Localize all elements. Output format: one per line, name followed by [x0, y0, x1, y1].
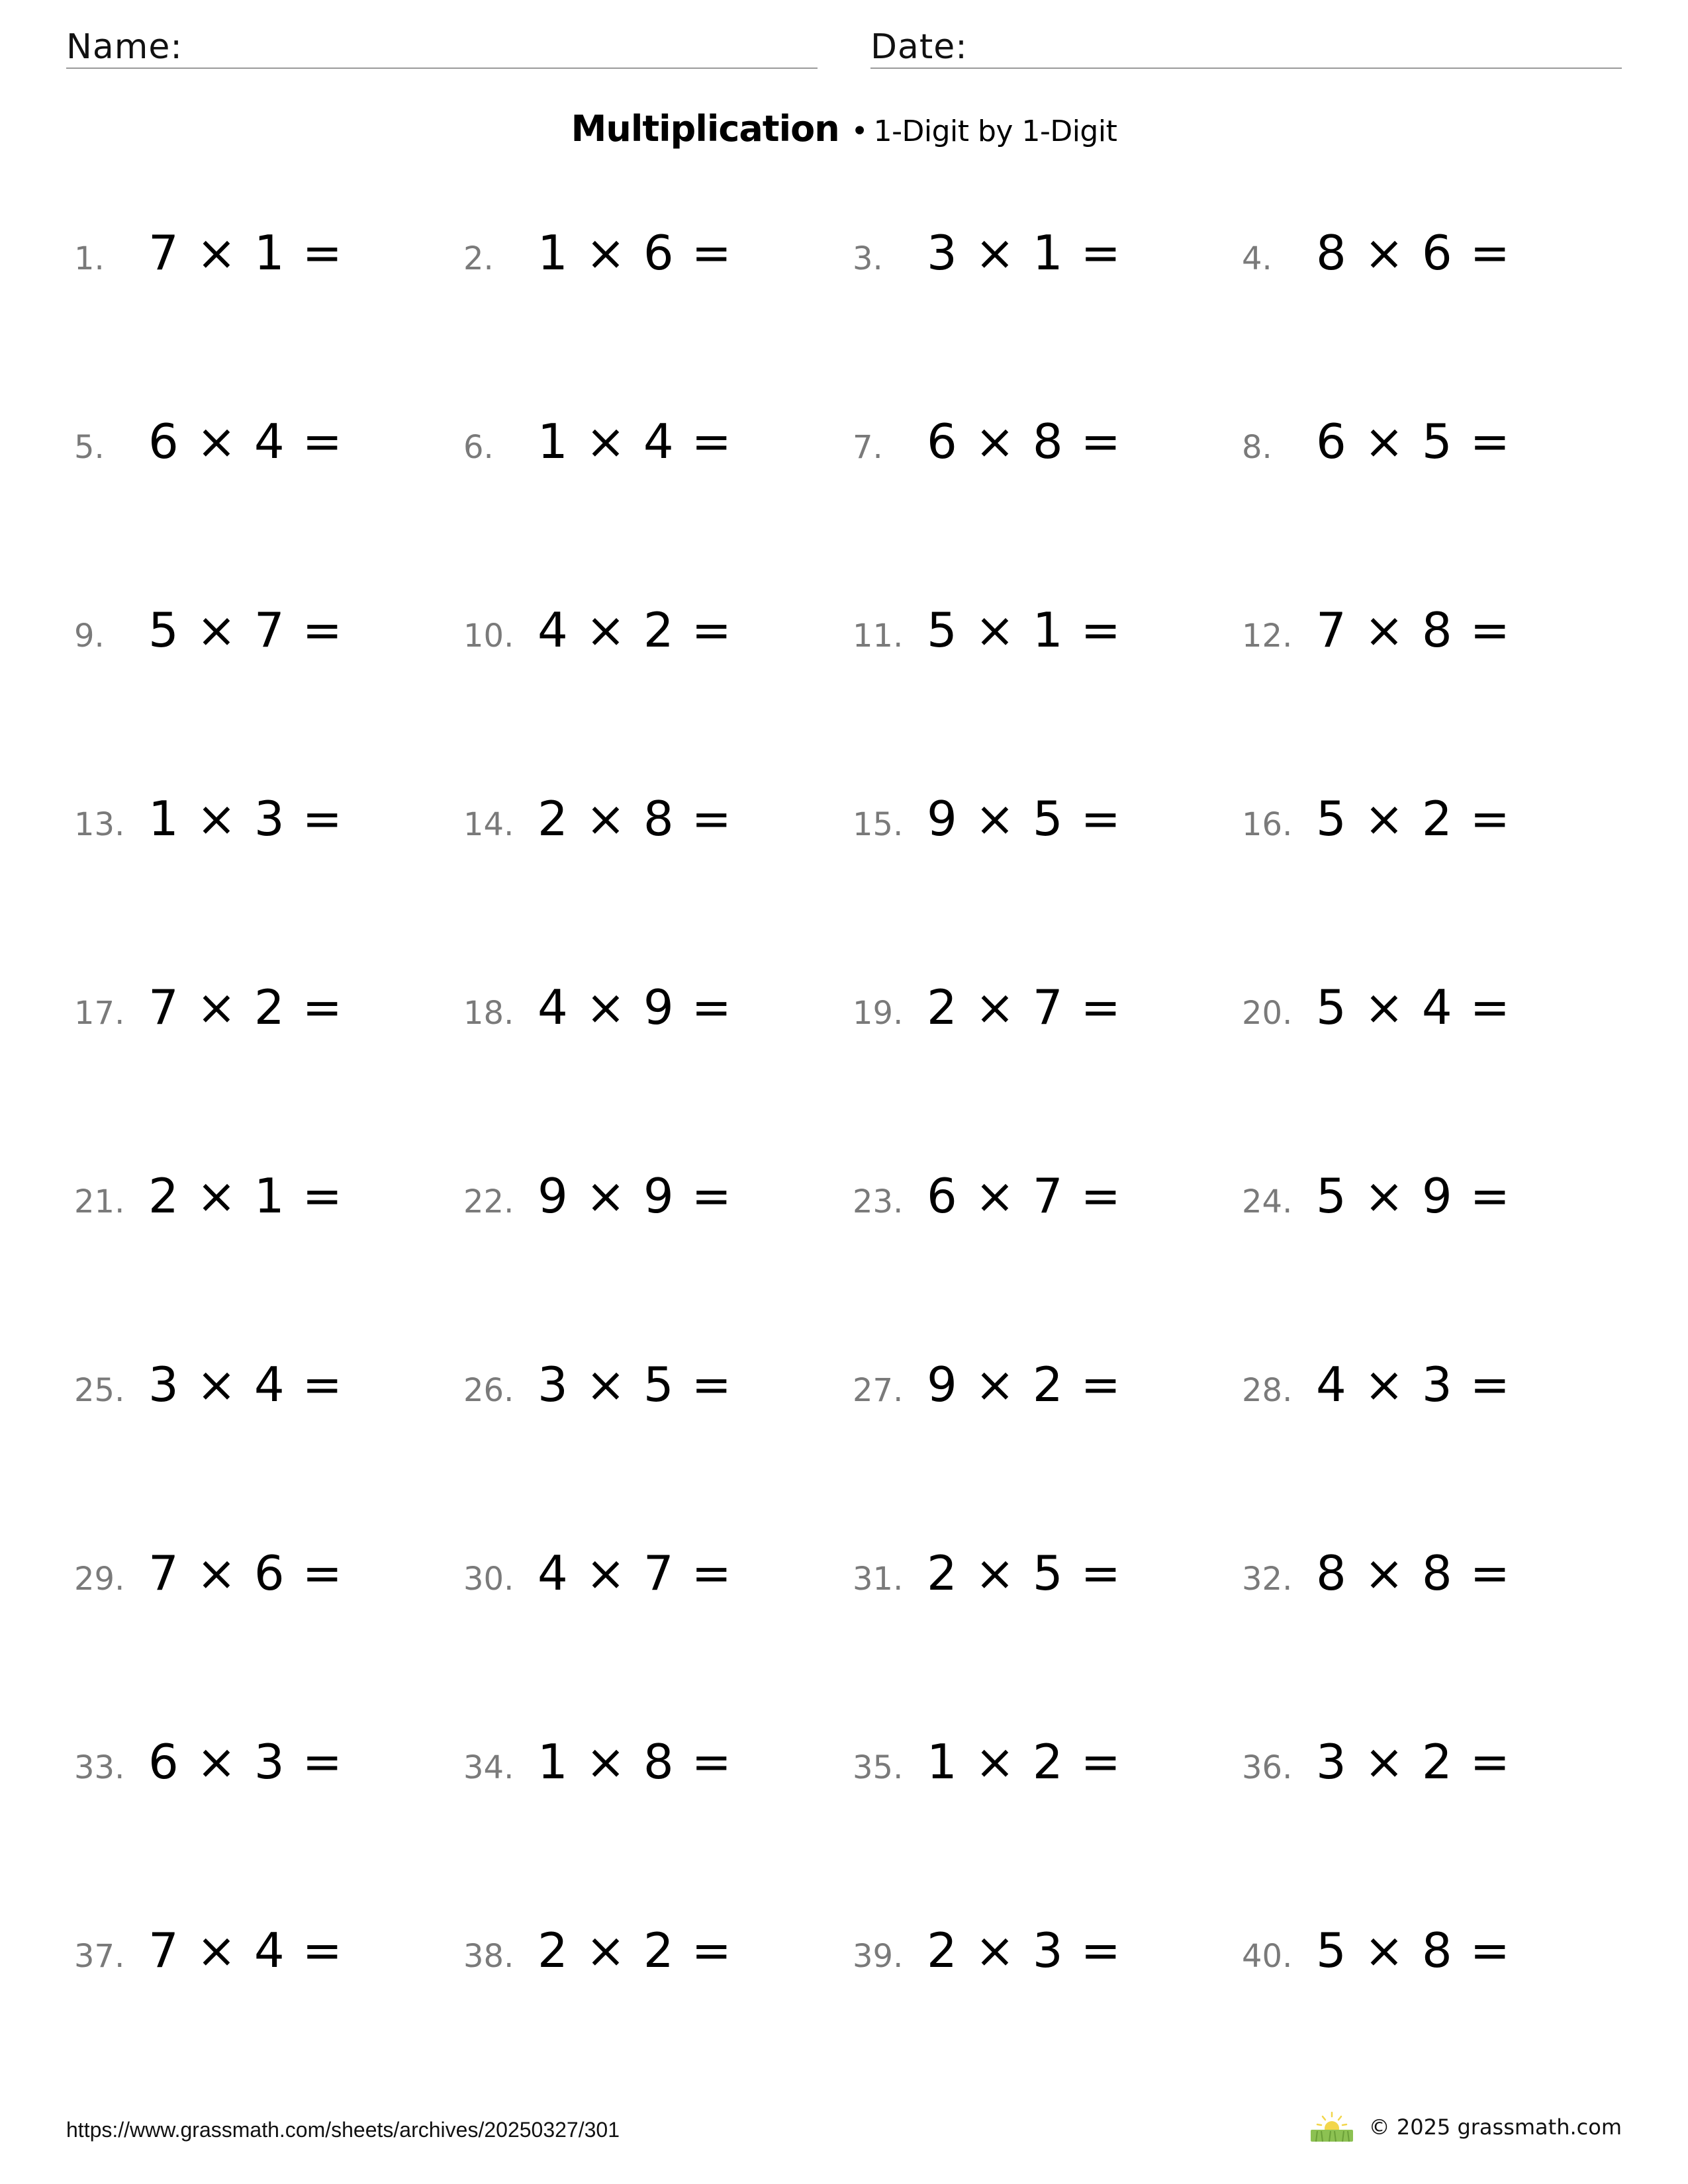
problem-expression: 1 × 3 =	[148, 791, 342, 846]
problem-expression: 6 × 4 =	[148, 414, 342, 469]
problem-item	[1242, 791, 1631, 857]
problem-item	[1242, 1168, 1631, 1234]
problem-expression: 3 × 4 =	[148, 1357, 342, 1412]
problem-number: 37.	[74, 1938, 125, 1975]
problem-expression: 5 × 8 =	[1316, 1923, 1510, 1978]
problem-expression: 5 × 9 =	[1316, 1168, 1510, 1224]
problem-item	[1242, 602, 1631, 668]
problem-item	[463, 225, 853, 291]
problem-number: 28.	[1242, 1372, 1293, 1409]
name-field[interactable]	[66, 25, 818, 69]
problem-expression: 2 × 1 =	[148, 1168, 342, 1224]
problem-item	[1242, 1545, 1631, 1612]
footer-brand	[1308, 2111, 1622, 2143]
problem-expression: 7 × 1 =	[148, 225, 342, 281]
problem-number: 18.	[463, 995, 514, 1032]
problem-item	[463, 791, 853, 857]
problem-number: 23.	[853, 1183, 904, 1220]
problem-number: 15.	[853, 806, 904, 843]
problem-expression: 6 × 8 =	[927, 414, 1121, 469]
problem-expression: 5 × 4 =	[1316, 979, 1510, 1035]
problem-number: 17.	[74, 995, 125, 1032]
problem-expression: 1 × 4 =	[538, 414, 731, 469]
problem-item	[853, 1923, 1242, 1989]
problem-expression: 5 × 1 =	[927, 602, 1121, 658]
problem-item	[463, 414, 853, 480]
problem-number: 26.	[463, 1372, 514, 1409]
problem-expression: 2 × 8 =	[538, 791, 731, 846]
problem-expression: 9 × 5 =	[927, 791, 1121, 846]
problem-expression: 4 × 9 =	[538, 979, 731, 1035]
worksheet-title	[0, 106, 1688, 161]
footer-url[interactable]: https://www.grassmath.com/sheets/archives/20250327/301	[66, 2118, 620, 2142]
date-label: Date:	[870, 27, 968, 67]
problem-expression: 1 × 2 =	[927, 1734, 1121, 1790]
problem-number: 34.	[463, 1749, 514, 1786]
problem-expression: 1 × 8 =	[538, 1734, 731, 1790]
problem-number: 13.	[74, 806, 125, 843]
problem-item	[463, 979, 853, 1046]
problem-number: 20.	[1242, 995, 1293, 1032]
problem-item	[1242, 1357, 1631, 1423]
problem-item	[853, 1734, 1242, 1800]
problem-item	[1242, 1734, 1631, 1800]
name-label: Name:	[66, 27, 183, 67]
problem-item	[463, 602, 853, 668]
problem-expression: 2 × 3 =	[927, 1923, 1121, 1978]
problem-number: 21.	[74, 1183, 125, 1220]
problem-item	[74, 1357, 463, 1423]
problem-number: 33.	[74, 1749, 125, 1786]
problem-number: 7.	[853, 429, 883, 466]
problem-number: 32.	[1242, 1561, 1293, 1598]
problem-item	[74, 414, 463, 480]
problem-expression: 6 × 3 =	[148, 1734, 342, 1790]
problem-expression: 9 × 2 =	[927, 1357, 1121, 1412]
problem-expression: 8 × 8 =	[1316, 1545, 1510, 1601]
title-bullet: •	[851, 114, 868, 148]
title-subtitle: 1-Digit by 1-Digit	[873, 114, 1117, 148]
grass-sun-logo-icon	[1308, 2111, 1356, 2143]
problem-expression: 6 × 7 =	[927, 1168, 1121, 1224]
title-main: Multiplication	[571, 108, 839, 150]
problem-expression: 7 × 4 =	[148, 1923, 342, 1978]
problem-expression: 7 × 2 =	[148, 979, 342, 1035]
problem-item	[74, 1168, 463, 1234]
problem-item	[463, 1168, 853, 1234]
problem-item	[853, 414, 1242, 480]
problem-item	[74, 602, 463, 668]
problem-number: 12.	[1242, 617, 1293, 655]
problem-item	[463, 1734, 853, 1800]
problem-item	[463, 1923, 853, 1989]
problem-number: 40.	[1242, 1938, 1293, 1975]
date-field[interactable]	[870, 25, 1622, 69]
problem-expression: 2 × 7 =	[927, 979, 1121, 1035]
problem-item	[1242, 225, 1631, 291]
footer-copyright: © 2025 grassmath.com	[1368, 2115, 1622, 2140]
problem-expression: 3 × 2 =	[1316, 1734, 1510, 1790]
problem-number: 36.	[1242, 1749, 1293, 1786]
problem-number: 39.	[853, 1938, 904, 1975]
problem-expression: 5 × 2 =	[1316, 791, 1510, 846]
problem-number: 35.	[853, 1749, 904, 1786]
problem-item	[853, 1357, 1242, 1423]
problem-item	[853, 225, 1242, 291]
problem-item	[1242, 979, 1631, 1046]
problem-item	[74, 1545, 463, 1612]
problem-number: 14.	[463, 806, 514, 843]
problem-number: 6.	[463, 429, 494, 466]
problem-number: 9.	[74, 617, 105, 655]
problem-number: 22.	[463, 1183, 514, 1220]
problem-number: 8.	[1242, 429, 1272, 466]
problem-expression: 4 × 7 =	[538, 1545, 731, 1601]
problem-number: 31.	[853, 1561, 904, 1598]
problem-item	[853, 1545, 1242, 1612]
problem-expression: 6 × 5 =	[1316, 414, 1510, 469]
problem-expression: 4 × 3 =	[1316, 1357, 1510, 1412]
problem-number: 16.	[1242, 806, 1293, 843]
problem-number: 25.	[74, 1372, 125, 1409]
problem-grid	[74, 225, 1623, 2111]
problem-item	[853, 979, 1242, 1046]
problem-item	[74, 1923, 463, 1989]
problem-item	[1242, 1923, 1631, 1989]
problem-expression: 7 × 8 =	[1316, 602, 1510, 658]
problem-item	[74, 791, 463, 857]
problem-number: 10.	[463, 617, 514, 655]
problem-number: 2.	[463, 240, 494, 277]
problem-number: 19.	[853, 995, 904, 1032]
problem-item	[74, 979, 463, 1046]
problem-item	[74, 225, 463, 291]
problem-expression: 8 × 6 =	[1316, 225, 1510, 281]
problem-expression: 3 × 1 =	[927, 225, 1121, 281]
problem-expression: 9 × 9 =	[538, 1168, 731, 1224]
problem-expression: 7 × 6 =	[148, 1545, 342, 1601]
problem-number: 38.	[463, 1938, 514, 1975]
problem-number: 27.	[853, 1372, 904, 1409]
problem-item	[74, 1734, 463, 1800]
problem-expression: 2 × 5 =	[927, 1545, 1121, 1601]
problem-number: 1.	[74, 240, 105, 277]
problem-number: 4.	[1242, 240, 1272, 277]
problem-number: 24.	[1242, 1183, 1293, 1220]
problem-item	[463, 1357, 853, 1423]
problem-expression: 4 × 2 =	[538, 602, 731, 658]
problem-item	[1242, 414, 1631, 480]
problem-item	[463, 1545, 853, 1612]
problem-expression: 2 × 2 =	[538, 1923, 731, 1978]
problem-number: 3.	[853, 240, 883, 277]
problem-expression: 1 × 6 =	[538, 225, 731, 281]
problem-item	[853, 791, 1242, 857]
problem-item	[853, 1168, 1242, 1234]
problem-number: 11.	[853, 617, 904, 655]
problem-number: 5.	[74, 429, 105, 466]
problem-number: 29.	[74, 1561, 125, 1598]
problem-number: 30.	[463, 1561, 514, 1598]
problem-expression: 3 × 5 =	[538, 1357, 731, 1412]
problem-item	[853, 602, 1242, 668]
problem-expression: 5 × 7 =	[148, 602, 342, 658]
